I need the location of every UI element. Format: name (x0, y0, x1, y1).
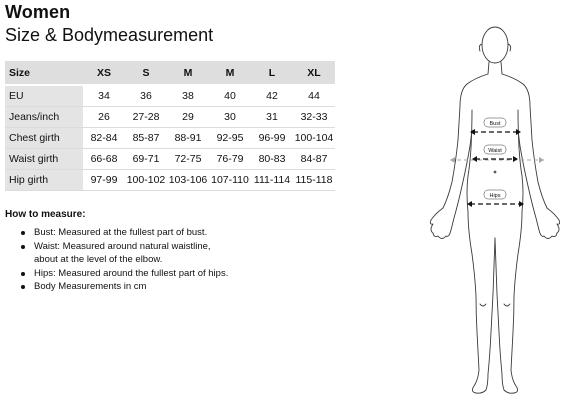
table-row (5, 128, 335, 149)
column-header: Size (5, 61, 83, 85)
table-cell: 26 (83, 107, 125, 128)
column-header: XL (293, 61, 335, 85)
list-item (5, 267, 228, 281)
hips-arrow (467, 190, 524, 207)
column-header: M (209, 61, 251, 85)
bullet-icon (21, 231, 25, 235)
table-cell: 115-118 (293, 170, 335, 191)
bust-label: Bust (489, 121, 501, 127)
table-cell: 92-95 (209, 128, 251, 149)
table-cell: 97-99 (83, 170, 125, 191)
table-cell: 27-28 (125, 107, 167, 128)
table-row (5, 170, 335, 191)
table-cell: 42 (251, 85, 293, 107)
table-cell: 69-71 (125, 149, 167, 170)
column-header: XS (83, 61, 125, 85)
table-header-row (5, 61, 335, 85)
table-cell: 103-106 (167, 170, 209, 191)
table-cell: 82-84 (83, 128, 125, 149)
table-cell: 29 (167, 107, 209, 128)
column-header: S (125, 61, 167, 85)
table-row (5, 85, 335, 107)
table-cell: 80-83 (251, 149, 293, 170)
table-cell: 111-114 (251, 170, 293, 191)
body-outline (430, 27, 559, 393)
table-cell: 38 (167, 85, 209, 107)
table-cell: 34 (83, 85, 125, 107)
list-item (5, 240, 228, 267)
table-cell: 72-75 (167, 149, 209, 170)
row-label: EU (5, 85, 83, 107)
bullet-icon (21, 245, 25, 249)
page-title: Women (5, 2, 71, 22)
table-cell: 40 (209, 85, 251, 107)
bullet-icon (21, 272, 25, 276)
table-cell: 88-91 (167, 128, 209, 149)
body-outline-illustration (420, 14, 560, 396)
table-row (5, 107, 335, 128)
table-row (5, 149, 335, 170)
table-cell: 100-102 (125, 170, 167, 191)
page-subtitle: Size & Bodymeasurement (5, 25, 214, 45)
how-to-measure-list (5, 226, 228, 294)
table-cell: 85-87 (125, 128, 167, 149)
bullet-icon (21, 285, 25, 289)
list-item-text: Waist: Measured around natural waistline, (34, 240, 211, 252)
table-cell: 36 (125, 85, 167, 107)
list-item-text: Bust: Measured at the fullest part of bust. (34, 227, 208, 238)
table-cell: 76-79 (209, 149, 251, 170)
waist-label: Waist (488, 148, 502, 154)
list-item-text: Hips: Measured around the fullest part of hips. (34, 267, 229, 279)
row-label: Chest girth (5, 128, 83, 149)
table-cell: 107-110 (209, 170, 251, 191)
how-to-measure-heading: How to measure: (5, 209, 86, 220)
waist-arrow (472, 145, 518, 162)
table-cell: 32-33 (293, 107, 335, 128)
bust-arrow (470, 118, 521, 135)
table-cell: 44 (293, 85, 335, 107)
row-label: Waist girth (5, 149, 83, 170)
table-cell: 96-99 (251, 128, 293, 149)
table-cell: 66-68 (83, 149, 125, 170)
table-cell: 30 (209, 107, 251, 128)
elbow-guide (450, 157, 544, 163)
list-item (5, 226, 228, 240)
table-cell: 84-87 (293, 149, 335, 170)
row-label: Jeans/inch (5, 107, 83, 128)
column-header: L (251, 61, 293, 85)
column-header: M (167, 61, 209, 85)
hips-label: Hips (489, 193, 501, 199)
table-cell: 31 (251, 107, 293, 128)
body-figure (420, 14, 560, 396)
size-table (5, 61, 335, 191)
list-item (5, 280, 228, 294)
table-cell: 100-104 (293, 128, 335, 149)
list-item-text: about at the level of the elbow. (34, 254, 163, 265)
list-item-text: Body Measurements in cm (34, 281, 147, 292)
row-label: Hip girth (5, 170, 83, 191)
